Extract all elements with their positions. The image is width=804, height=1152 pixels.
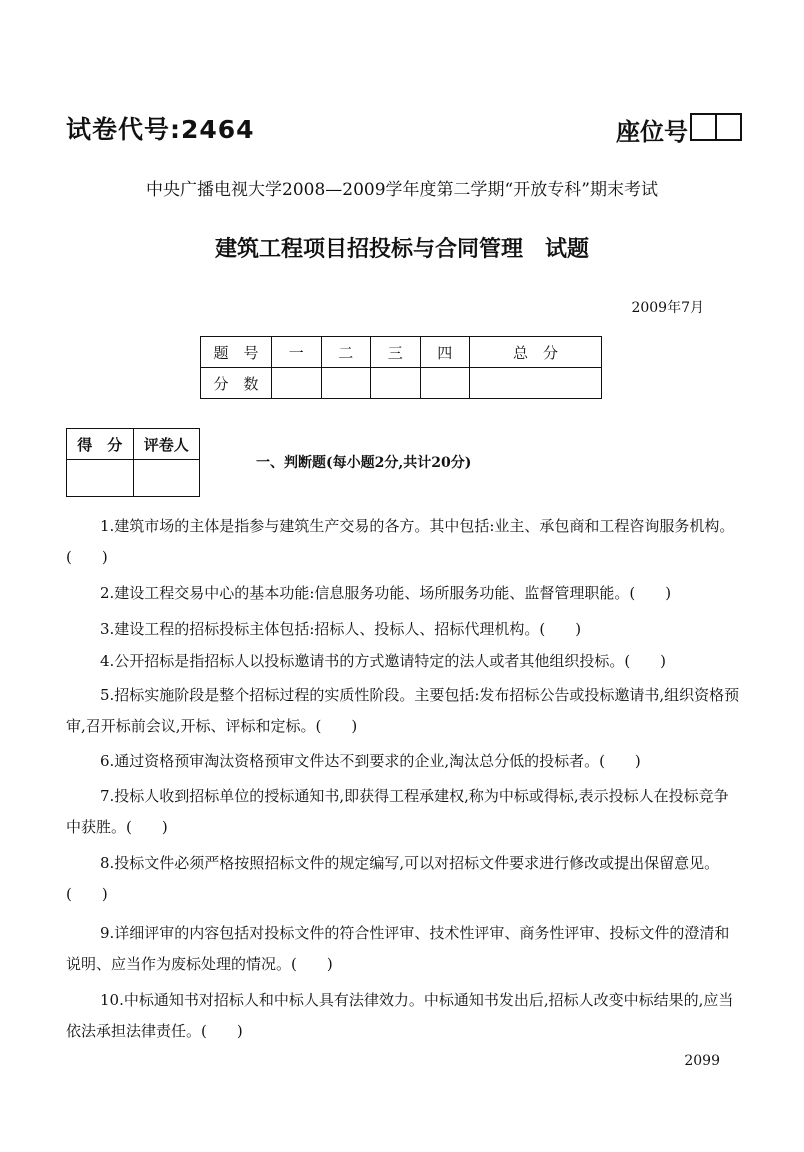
score-row-label: 分 数: [201, 368, 272, 399]
question-8: 8.投标文件必须严格按照招标文件的规定编写,可以对招标文件要求进行修改或提出保留意见。( ): [66, 854, 720, 903]
grader-score-cell: [67, 460, 134, 497]
score-header-row: [201, 337, 602, 368]
question-2: 2.建设工程交易中心的基本功能:信息服务功能、场所服务功能、监督管理职能。( ): [100, 584, 672, 602]
exam-date: 2009年7月: [631, 300, 704, 316]
grader-name-header: 评卷人: [133, 429, 200, 460]
score-header-cell: 一: [272, 337, 322, 368]
question-3: 3.建设工程的招标投标主体包括:招标人、投标人、招标代理机构。( ): [100, 620, 582, 638]
score-cell: [371, 368, 421, 399]
score-header-cell: 四: [420, 337, 470, 368]
exam-title: 建筑工程项目招投标与合同管理 试题: [214, 237, 589, 262]
grader-score-header: 得 分: [67, 429, 134, 460]
question-9: 9.详细评审的内容包括对投标文件的符合性评审、技术性评审、商务性评审、投标文件的澄清和说明、应当作为废标处理的情况。( ): [66, 924, 730, 973]
page-number: 2099: [684, 1053, 720, 1069]
score-header-cell: 总 分: [470, 337, 602, 368]
score-header-cell: 三: [371, 337, 421, 368]
question-7: 7.投标人收到招标单位的授标通知书,即获得工程承建权,称为中标或得标,表示投标人在投标竞争中获胜。( ): [66, 787, 729, 836]
question-6: 6.通过资格预审淘汰资格预审文件达不到要求的企业,淘汰总分低的投标者。( ): [100, 752, 641, 770]
seat-number-box: [690, 113, 742, 141]
score-summary-table: [200, 336, 602, 399]
score-header-cell: 二: [321, 337, 371, 368]
score-cell: [272, 368, 322, 399]
section-title: 一、判断题(每小题2分,共计20分): [256, 455, 472, 471]
score-cell: [420, 368, 470, 399]
exam-session-line: 中央广播电视大学2008—2009学年度第二学期“开放专科”期末考试: [146, 180, 658, 200]
seat-number-label: 座位号: [616, 118, 688, 146]
question-5: 5.招标实施阶段是整个招标过程的实质性阶段。主要包括:发布招标公告或投标邀请书,组织资格预审,召开标前会议,开标、评标和定标。( ): [66, 686, 740, 735]
question-4: 4.公开招标是指招标人以投标邀请书的方式邀请特定的法人或者其他组织投标。( ): [100, 652, 667, 670]
grader-name-cell: [133, 460, 200, 497]
question-1: 1.建筑市场的主体是指参与建筑生产交易的各方。其中包括:业主、承包商和工程咨询服务机构。( ): [66, 517, 735, 566]
score-cell: [470, 368, 602, 399]
score-value-row: [201, 368, 602, 399]
exam-code: 试卷代号:2464: [66, 115, 255, 144]
question-10: 10.中标通知书对招标人和中标人具有法律效力。中标通知书发出后,招标人改变中标结果的,应当依法承担法律责任。( ): [66, 991, 734, 1040]
score-header-cell: 题 号: [201, 337, 272, 368]
grader-table: [66, 428, 200, 497]
score-cell: [321, 368, 371, 399]
